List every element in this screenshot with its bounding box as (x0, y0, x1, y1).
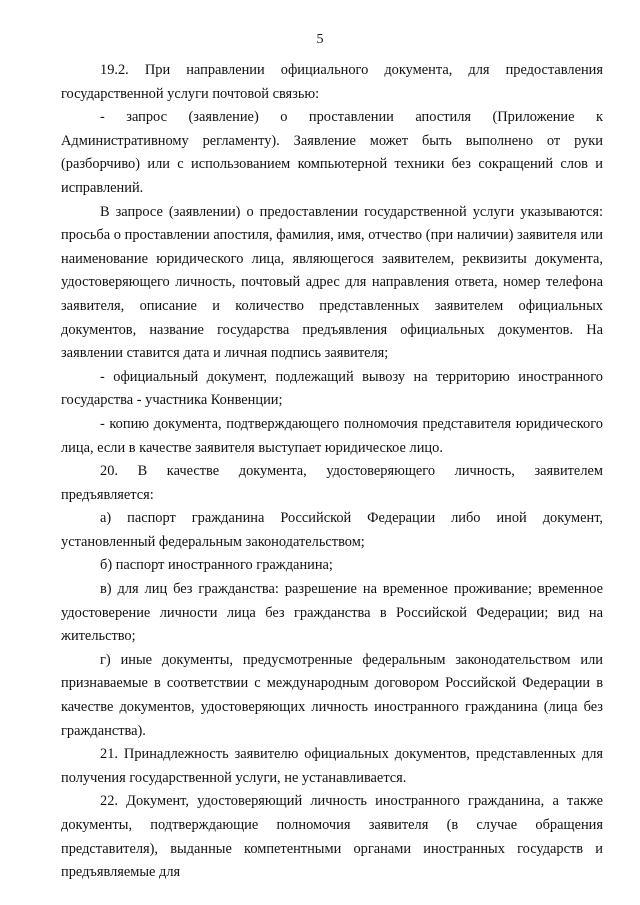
paragraph-request-item: - запрос (заявление) о проставлении апостиля (Приложение к Административному регламенту). Заявление может быть выполнено от руки (разборчиво) или с использованием компьютерной техники без сокращений слов и исправлений. (61, 109, 603, 196)
paragraph-21: 21. Принадлежность заявителю официальных документов, представленных для получения государственной услуги, не устанавливается. (61, 746, 603, 786)
paragraph-22: 22. Документ, удостоверяющий личность иностранного гражданина, а также документы, подтверждающие полномочия заявителя (в случае обращения представителя), выданные компетентными органами иностранных государств и предъявляемые для (61, 793, 603, 881)
paragraph-request-contents: В запросе (заявлении) о предоставлении государственной услуги указываются: просьба о проставлении апостиля, фамилия, имя, отчество (при наличии) заявителя или наименование юридического лица, являющегося заявителем, реквизиты документа, удостоверяющего личность, почтовый адрес для направления ответа, номер телефона заявителя, описание и количество представленных заявителем официальных документов, название государства предъявления официальных документов. На заявлении ставится дата и личная подпись заявителя; (61, 203, 603, 362)
paragraph-20-b: б) паспорт иностранного гражданина; (100, 557, 333, 574)
document-body (61, 59, 603, 885)
paragraph-official-document-item: - официальный документ, подлежащий вывозу на территорию иностранного государства - участника Конвенции; (61, 368, 603, 409)
paragraph-19-2: 19.2. При направлении официального документа, для предоставления государственной услуги почтовой связью: (61, 62, 603, 102)
paragraph-20-g: г) иные документы, предусмотренные федеральным законодательством или признаваемые в соответствии с международным договором Российской Федерации в качестве документов, удостоверяющих личность иностранного гражданина (лица без гражданства). (61, 651, 603, 739)
paragraph-representative-copy-item: - копию документа, подтверждающего полномочия представителя юридического лица, если в качестве заявителя выступает юридическое лицо. (61, 415, 603, 456)
paragraph-20: 20. В качестве документа, удостоверяющего личность, заявителем предъявляется: (61, 463, 603, 503)
paragraph-20-a: а) паспорт гражданина Российской Федерации либо иной документ, установленный федеральным законодательством; (61, 510, 603, 550)
page-number: 5 (316, 32, 324, 47)
paragraph-20-v: в) для лиц без гражданства: разрешение на временное проживание; временное удостоверение личности лица без гражданства в Российской Федерации; вид на жительство; (61, 581, 603, 645)
